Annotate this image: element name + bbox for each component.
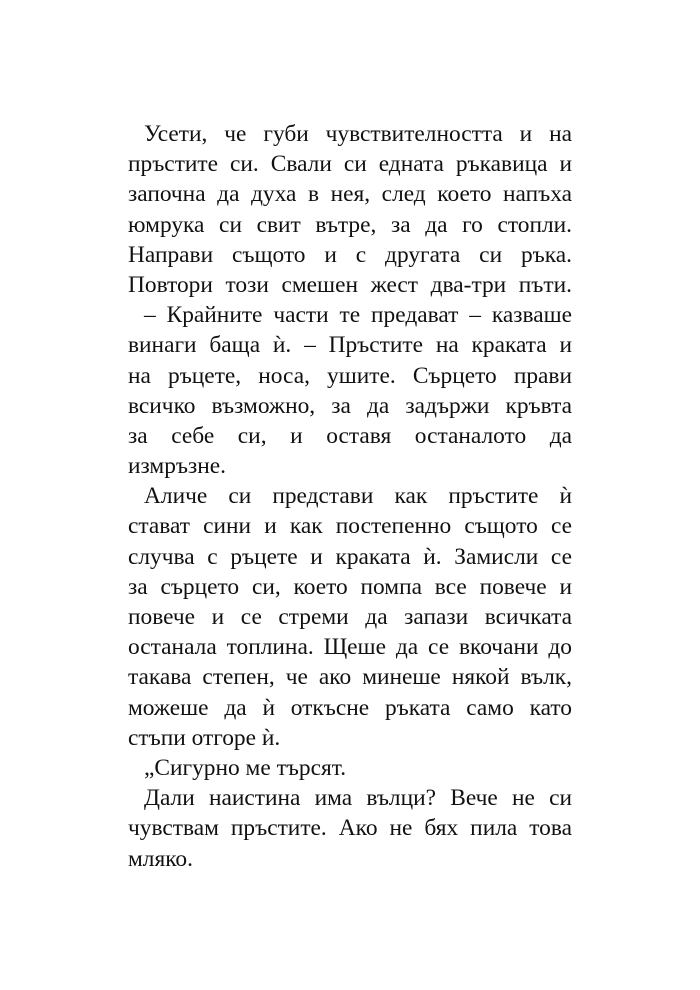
text-line: юмрука си свит вътре, за да го стопли.	[128, 211, 572, 238]
paragraph	[128, 783, 572, 874]
text-line: Усети, че губи чувствителността и на	[144, 121, 572, 147]
text-line: измръзне.	[128, 453, 227, 480]
text-line: – Крайните части те предават – казваше	[144, 302, 572, 329]
text-line: всичко възможно, за да задържи кръвта	[128, 392, 572, 419]
text-line: на ръцете, носа, ушите. Сърцето прави	[128, 362, 572, 389]
paragraph	[128, 119, 572, 300]
text-line: пръстите си. Свали си едната ръкавица и	[128, 151, 572, 178]
text-line: чувствам пръстите. Ако не бях пила това	[128, 815, 572, 842]
text-line: Дали наистина има вълци? Вече не си	[144, 785, 572, 812]
text-line: Аличе си представи как пръстите ѝ	[144, 483, 572, 510]
text-line: повече и се стреми да запази всичката	[128, 604, 572, 630]
text-line: случва с ръцете и краката ѝ. Замисли се	[128, 543, 572, 570]
text-line: останала топлина. Щеше да се вкочани до	[128, 634, 572, 661]
text-line: можеше да ѝ откъсне ръката само като	[128, 694, 572, 721]
text-line: стават сини и как постепенно същото се	[128, 513, 572, 540]
text-line: такава степен, че ако минеше някой вълк,	[128, 664, 572, 691]
text-line: Повтори този смешен жест два-три пъти.	[128, 271, 572, 298]
text-line: за сърцето си, което помпа все повече и	[128, 573, 572, 600]
text-line: винаги баща ѝ. – Пръстите на краката и	[128, 332, 572, 359]
text-line: „Сигурно ме търсят.	[144, 754, 347, 781]
text-line: Направи същото и с другата си ръка.	[128, 241, 572, 268]
paragraph	[128, 300, 572, 481]
text-line: за себе си, и оставя останалото да	[128, 422, 572, 449]
page-text	[128, 119, 572, 874]
text-line: започна да духа в нея, след което напъха	[128, 181, 572, 208]
text-line: стъпи отгоре ѝ.	[128, 724, 281, 751]
text-line: мляко.	[128, 845, 193, 872]
paragraph	[128, 481, 572, 753]
paragraph	[128, 753, 572, 783]
